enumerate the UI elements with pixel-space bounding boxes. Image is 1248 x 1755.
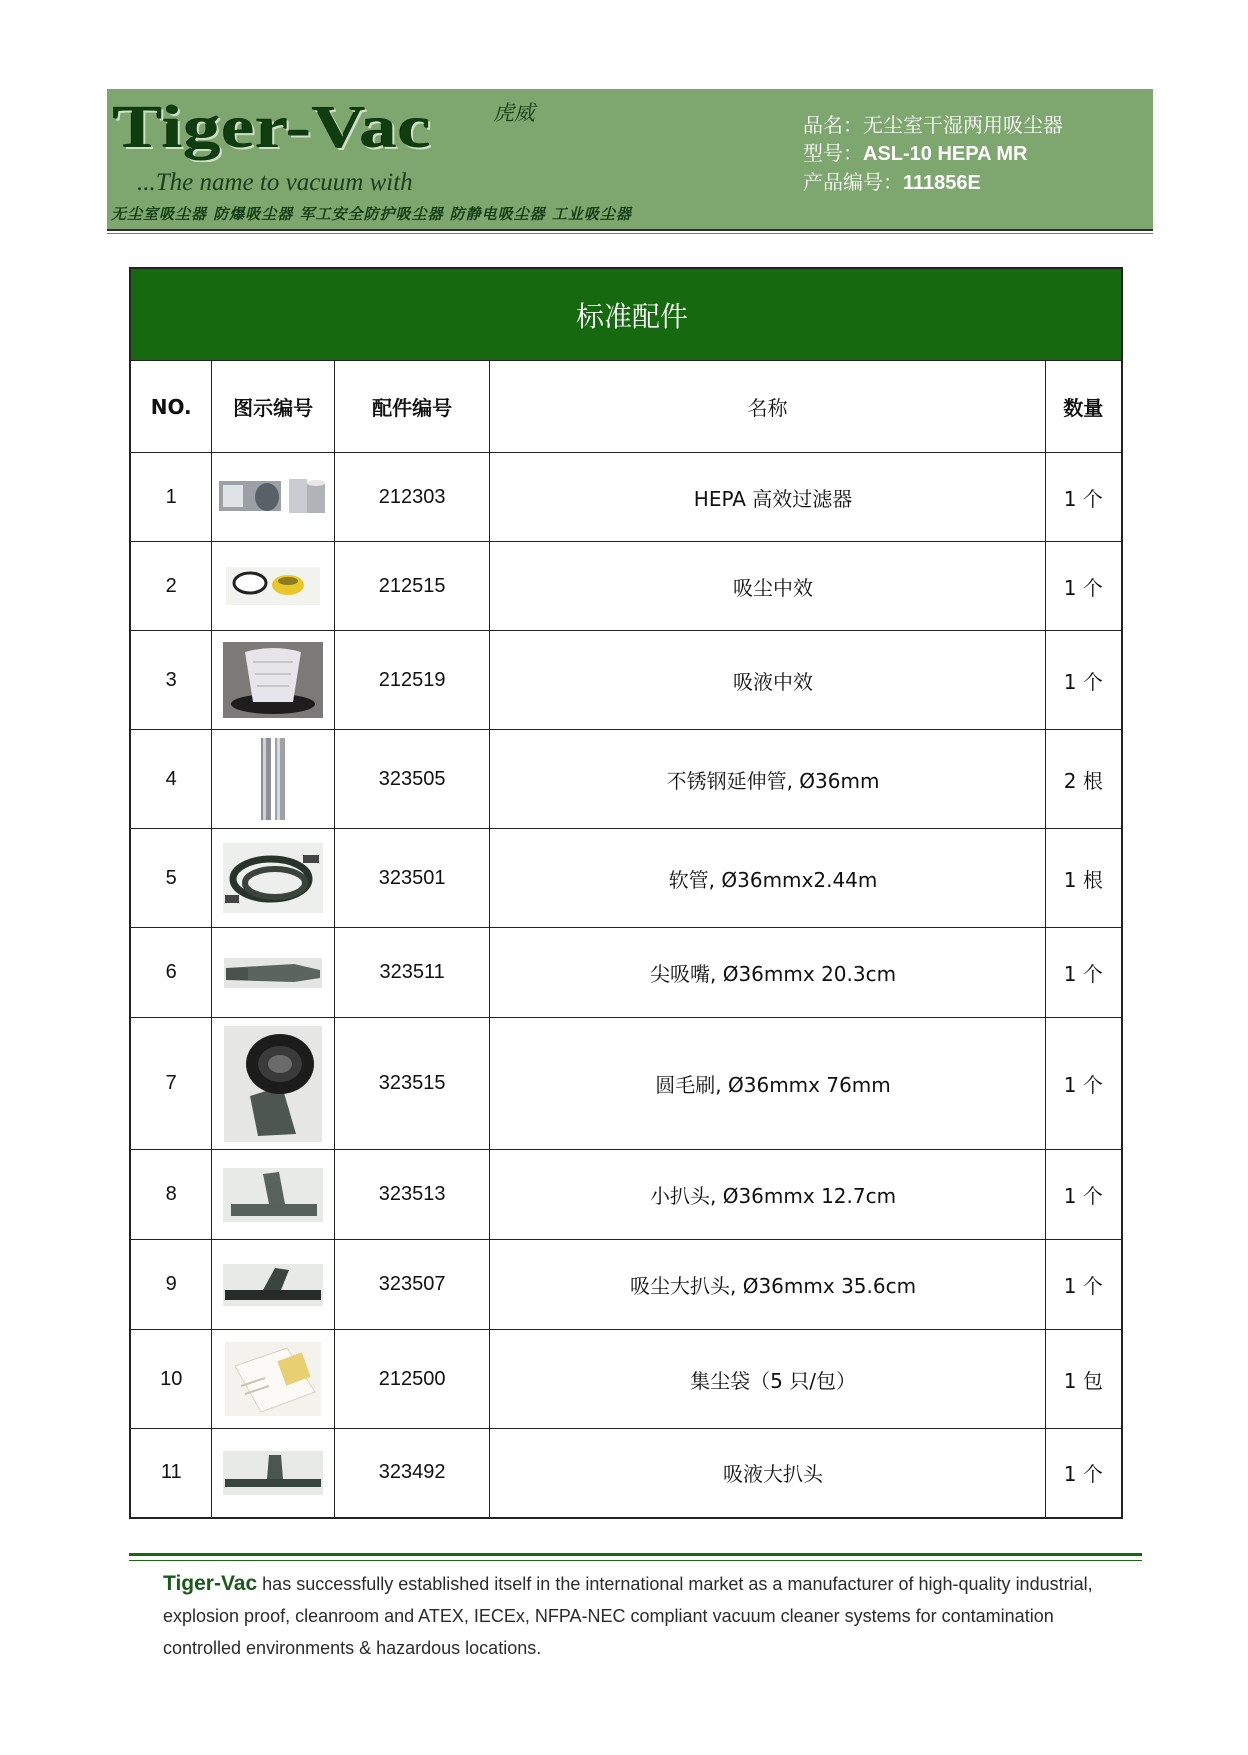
row-quantity: 1 个 bbox=[1045, 928, 1122, 1018]
row-number: 4 bbox=[130, 730, 212, 829]
row-number: 7 bbox=[130, 1018, 212, 1150]
row-part-number: 212519 bbox=[334, 631, 490, 730]
table-row bbox=[130, 1429, 1122, 1518]
round-brush-icon bbox=[224, 1026, 322, 1142]
product-name: 无尘室干湿两用吸尘器 bbox=[863, 113, 1063, 137]
row-quantity: 1 个 bbox=[1045, 1429, 1122, 1518]
row-quantity: 1 个 bbox=[1045, 1150, 1122, 1240]
model-number: ASL-10 HEPA MR bbox=[863, 143, 1028, 165]
row-quantity: 2 根 bbox=[1045, 730, 1122, 829]
row-image bbox=[212, 1018, 334, 1150]
table-row bbox=[130, 1240, 1122, 1330]
row-part-number: 212515 bbox=[334, 542, 490, 631]
row-image bbox=[212, 1240, 334, 1330]
row-image bbox=[212, 928, 334, 1018]
brand-logo-cn: 虎威 bbox=[493, 101, 535, 125]
row-part-number: 212500 bbox=[334, 1330, 490, 1429]
header-image: 图示编号 bbox=[212, 361, 334, 453]
row-quantity: 1 个 bbox=[1045, 1018, 1122, 1150]
table-row bbox=[130, 829, 1122, 928]
table-row bbox=[130, 928, 1122, 1018]
row-number: 5 bbox=[130, 829, 212, 928]
row-name: 吸液大扒头 bbox=[490, 1429, 1045, 1518]
extension-tube-icon bbox=[253, 736, 293, 822]
row-quantity: 1 个 bbox=[1045, 631, 1122, 730]
footer-divider-thin bbox=[129, 1560, 1142, 1561]
header-name: 名称 bbox=[490, 361, 1045, 453]
row-part-number: 323515 bbox=[334, 1018, 490, 1150]
brand-tagline: ...The name to vacuum with bbox=[137, 169, 413, 196]
row-image bbox=[212, 542, 334, 631]
row-name: 软管, Ø36mmx2.44m bbox=[490, 829, 1045, 928]
row-name: 小扒头, Ø36mmx 12.7cm bbox=[490, 1150, 1045, 1240]
model-line: 型号：ASL-10 HEPA MR bbox=[803, 141, 1028, 165]
product-categories: 无尘室吸尘器 防爆吸尘器 军工安全防护吸尘器 防静电吸尘器 工业吸尘器 bbox=[111, 205, 632, 223]
small-floor-tool-icon bbox=[223, 1168, 323, 1222]
table-row bbox=[130, 1150, 1122, 1240]
row-name: 尖吸嘴, Ø36mmx 20.3cm bbox=[490, 928, 1045, 1018]
hepa-filter-icon bbox=[219, 477, 327, 517]
table-row bbox=[130, 542, 1122, 631]
dust-bag-icon bbox=[225, 1342, 321, 1416]
wet-floor-tool-icon bbox=[223, 1451, 323, 1495]
table-row bbox=[130, 631, 1122, 730]
row-number: 1 bbox=[130, 453, 212, 542]
liquid-filter-icon bbox=[223, 642, 323, 718]
row-name: 不锈钢延伸管, Ø36mm bbox=[490, 730, 1045, 829]
row-part-number: 323492 bbox=[334, 1429, 490, 1518]
row-image bbox=[212, 829, 334, 928]
row-name: 圆毛刷, Ø36mmx 76mm bbox=[490, 1018, 1045, 1150]
table-row bbox=[130, 453, 1122, 542]
row-image bbox=[212, 1330, 334, 1429]
row-image bbox=[212, 631, 334, 730]
footer-description: has successfully established itself in the international market as a manufacturer of high-quality industrial, explosion proof, cleanroom and ATEX, IECEx, NFPA-NEC compliant vacuum cleaner systems for contamination controlled environments & hazardous locations. bbox=[163, 1574, 1093, 1658]
row-name: 吸尘大扒头, Ø36mmx 35.6cm bbox=[490, 1240, 1045, 1330]
row-number: 3 bbox=[130, 631, 212, 730]
hose-icon bbox=[223, 843, 323, 913]
row-number: 2 bbox=[130, 542, 212, 631]
row-image bbox=[212, 453, 334, 542]
row-name: HEPA 高效过滤器 bbox=[490, 453, 1045, 542]
row-part-number: 212303 bbox=[334, 453, 490, 542]
row-image bbox=[212, 1429, 334, 1518]
row-number: 10 bbox=[130, 1330, 212, 1429]
product-info bbox=[803, 111, 1063, 197]
row-part-number: 323513 bbox=[334, 1150, 490, 1240]
product-no-line: 产品编号：111856E bbox=[803, 170, 981, 194]
row-quantity: 1 包 bbox=[1045, 1330, 1122, 1429]
row-part-number: 323511 bbox=[334, 928, 490, 1018]
brand-logo: Tiger-Vac bbox=[113, 93, 432, 162]
row-part-number: 323507 bbox=[334, 1240, 490, 1330]
product-name-line: 品名：无尘室干湿两用吸尘器 bbox=[803, 113, 1063, 137]
row-image bbox=[212, 730, 334, 829]
row-image bbox=[212, 1150, 334, 1240]
footer-brand: Tiger-Vac bbox=[163, 1572, 258, 1595]
table-title: 标准配件 bbox=[130, 268, 1122, 361]
product-number: 111856E bbox=[903, 172, 981, 194]
row-number: 9 bbox=[130, 1240, 212, 1330]
row-quantity: 1 个 bbox=[1045, 542, 1122, 631]
table-row bbox=[130, 1018, 1122, 1150]
table-row bbox=[130, 1330, 1122, 1429]
header-no: NO. bbox=[130, 361, 212, 453]
row-name: 集尘袋（5 只/包） bbox=[490, 1330, 1045, 1429]
row-number: 8 bbox=[130, 1150, 212, 1240]
row-name: 吸尘中效 bbox=[490, 542, 1045, 631]
row-part-number: 323505 bbox=[334, 730, 490, 829]
row-quantity: 1 根 bbox=[1045, 829, 1122, 928]
footer-text bbox=[163, 1568, 1103, 1664]
crevice-tool-icon bbox=[224, 958, 322, 988]
row-name: 吸液中效 bbox=[490, 631, 1045, 730]
row-quantity: 1 个 bbox=[1045, 1240, 1122, 1330]
row-number: 6 bbox=[130, 928, 212, 1018]
row-quantity: 1 个 bbox=[1045, 453, 1122, 542]
footer-divider bbox=[129, 1553, 1142, 1556]
row-number: 11 bbox=[130, 1429, 212, 1518]
table-row bbox=[130, 730, 1122, 829]
accessories-table bbox=[129, 267, 1123, 1519]
header-part-number: 配件编号 bbox=[334, 361, 490, 453]
dry-floor-tool-icon bbox=[223, 1264, 323, 1306]
header-quantity: 数量 bbox=[1045, 361, 1122, 453]
row-part-number: 323501 bbox=[334, 829, 490, 928]
page-header bbox=[107, 89, 1153, 231]
dust-filter-icon bbox=[226, 567, 320, 605]
